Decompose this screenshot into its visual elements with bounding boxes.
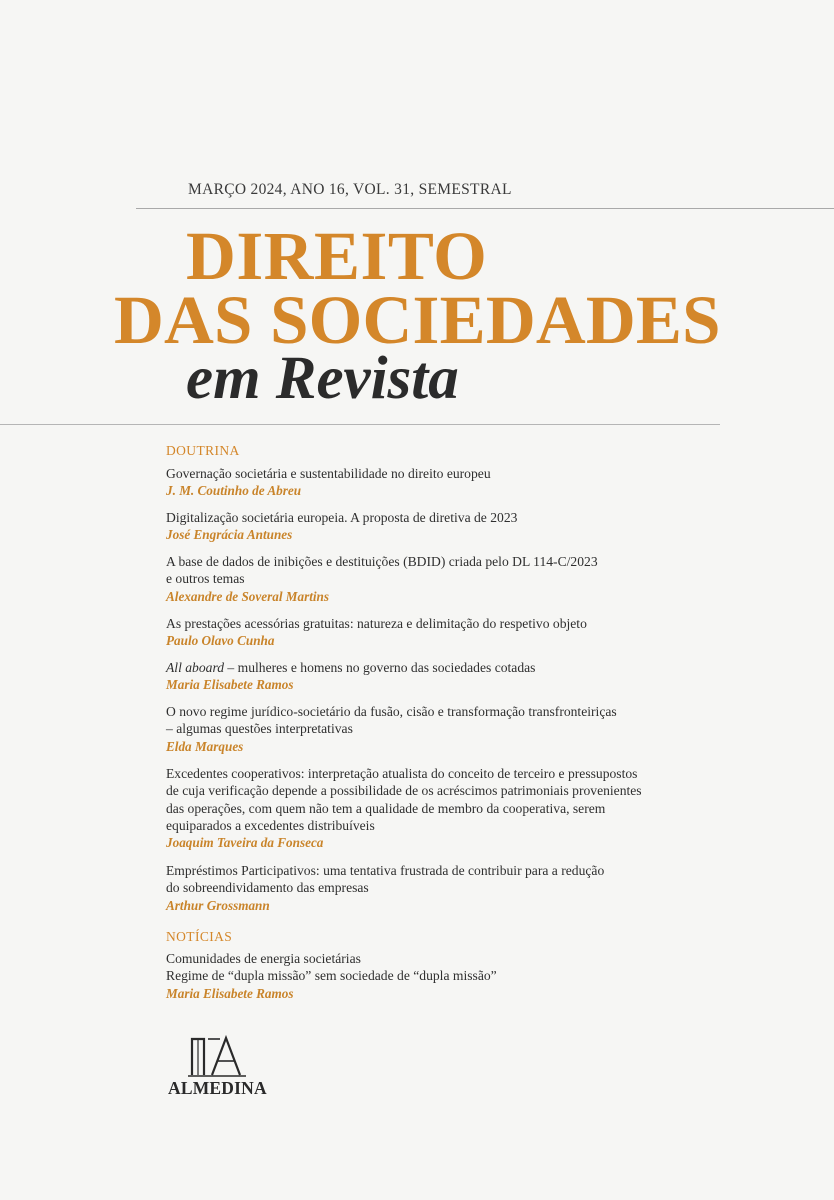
entry-title: Excedentes cooperativos: interpretação atualista do conceito de terceiro e pressupostos <box>166 766 638 781</box>
entry-title-italic: All aboard <box>166 660 225 675</box>
entry-title: Regime de “dupla missão” sem sociedade de “dupla missão” <box>166 968 497 984</box>
publisher-name: ALMEDINA <box>168 1078 267 1098</box>
issue-line: MARÇO 2024, ANO 16, VOL. 31, SEMESTRAL <box>188 181 512 198</box>
entry-title: O novo regime jurídico-societário da fusão, cisão e transformação transfronteiriças <box>166 704 617 719</box>
entry-title: Digitalização societária europeia. A proposta de diretiva de 2023 <box>166 510 518 525</box>
section-heading-noticias: NOTÍCIAS <box>166 929 233 944</box>
entry-title-continued: e outros temas <box>166 571 245 587</box>
entry-author: Alexandre de Soveral Martins <box>166 588 330 604</box>
entry-title: Empréstimos Participativos: uma tentativa frustrada de contribuir para a redução <box>166 863 605 878</box>
entry-author: Arthur Grossmann <box>166 897 270 913</box>
toc-entry <box>166 659 726 694</box>
top-divider <box>136 208 834 209</box>
entry-title-continued: – algumas questões interpretativas <box>166 721 353 737</box>
entry-author: Maria Elisabete Ramos <box>166 985 294 1001</box>
entry-title-continued: equiparados a excedentes distribuíveis <box>166 817 375 833</box>
entry-title-continued: do sobreendividamento das empresas <box>166 880 369 896</box>
entry-title: As prestações acessórias gratuitas: natureza e delimitação do respetivo objeto <box>166 616 587 631</box>
toc-entry <box>166 765 726 851</box>
entry-author: Paulo Olavo Cunha <box>166 633 275 649</box>
entry-author: Elda Marques <box>166 738 244 754</box>
toc-entry <box>166 950 726 1002</box>
entry-title-rest: – mulheres e homens no governo das sociedades cotadas <box>224 660 536 675</box>
entry-title-continued: de cuja verificação depende a possibilidade de os acréscimos patrimoniais provenientes <box>166 783 642 799</box>
entry-author: Maria Elisabete Ramos <box>166 677 294 693</box>
toc-entry <box>166 465 726 500</box>
section-heading-doutrina: DOUTRINA <box>166 443 240 458</box>
journal-title-line-1: DIREITO <box>186 218 488 294</box>
toc-entry <box>166 862 726 914</box>
entry-title: Governação societária e sustentabilidade no direito europeu <box>166 466 491 481</box>
entry-title <box>166 659 726 676</box>
entry-title: A base de dados de inibições e destituições (BDID) criada pelo DL 114-C/2023 <box>166 554 598 569</box>
toc-entry <box>166 509 726 544</box>
entry-title: Comunidades de energia societárias <box>166 951 361 966</box>
entry-author: J. M. Coutinho de Abreu <box>166 483 302 499</box>
toc-entry <box>166 703 726 755</box>
toc-entry <box>166 615 726 650</box>
journal-title-line-3: em Revista <box>186 345 459 412</box>
middle-divider <box>0 424 720 425</box>
entry-author: José Engrácia Antunes <box>166 527 293 543</box>
journal-title-line-2: DAS SOCIEDADES <box>114 282 721 358</box>
entry-author: Joaquim Taveira da Fonseca <box>166 835 324 851</box>
toc-entry <box>166 553 726 605</box>
entry-title-continued: das operações, com quem não tem a qualidade de membro da cooperativa, serem <box>166 800 606 816</box>
